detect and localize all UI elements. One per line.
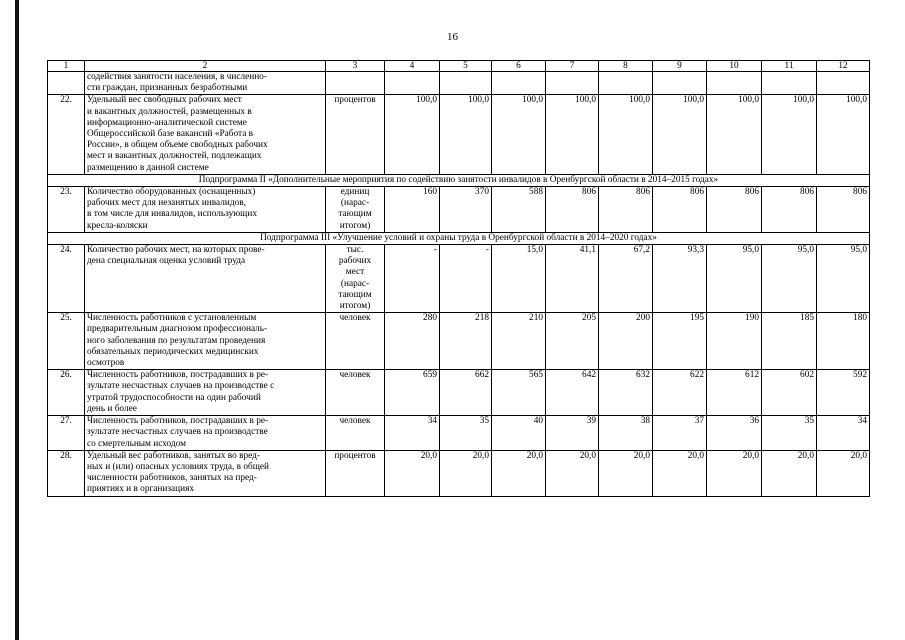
unit-cell: тыс. рабочих мест (нарас- тающим итогом) bbox=[326, 245, 385, 313]
value-cell: 20,0 bbox=[385, 450, 440, 496]
subprogram-title: Подпрограмма III «Улучшение условий и охраны труда в Оренбургской области в 2014–2020 годах» bbox=[48, 232, 870, 244]
indicator-name: Количество рабочих мест, на которых прове- дена специальная оценка условий труда bbox=[85, 245, 326, 313]
header-row bbox=[48, 61, 870, 72]
value-cell: 602 bbox=[762, 370, 817, 416]
table-row bbox=[48, 187, 870, 233]
value-cell: 210 bbox=[492, 313, 546, 370]
column-header: 5 bbox=[440, 61, 492, 72]
value-cell: 20,0 bbox=[707, 450, 762, 496]
value-cell: 370 bbox=[440, 187, 492, 233]
row-number: 22. bbox=[48, 95, 85, 174]
indicator-name: Количество оборудованных (оснащенных) рабочих мест для незанятых инвалидов, в том числе для инвалидов, использующих кресла-коляски bbox=[85, 187, 326, 233]
value-cell: 180 bbox=[817, 313, 870, 370]
table-row bbox=[48, 416, 870, 451]
unit-cell: человек bbox=[326, 313, 385, 370]
column-header: 9 bbox=[653, 61, 707, 72]
value-cell: 100,0 bbox=[707, 95, 762, 174]
subprogram-title: Подпрограмма II «Дополнительные мероприятия по содействию занятости инвалидов в Оренбургской области в 2014–2015 годах» bbox=[48, 174, 870, 186]
unit-cell: процентов bbox=[326, 95, 385, 174]
value-cell: 40 bbox=[492, 416, 546, 451]
page-number: 16 bbox=[447, 31, 458, 43]
value-cell: 190 bbox=[707, 313, 762, 370]
table-row bbox=[48, 313, 870, 370]
value-cell: 100,0 bbox=[817, 95, 870, 174]
indicator-name: Удельный вес свободных рабочих мест и вакантных должностей, размещенных в информационно-аналитической системе Общероссийской базе вакансий «Работа в России», в общем объеме свободных рабочих мест и вакантных должностей, подлежащих размещению в данной системе bbox=[85, 95, 326, 174]
row-number: 26. bbox=[48, 370, 85, 416]
continuation-row bbox=[48, 72, 870, 95]
value-cell: 662 bbox=[440, 370, 492, 416]
value-cell: 205 bbox=[546, 313, 599, 370]
value-cell: 20,0 bbox=[817, 450, 870, 496]
indicator-name: Численность работников, пострадавших в ре- зультате несчастных случаев на производстве со смертельным исходом bbox=[85, 416, 326, 451]
value-cell: 20,0 bbox=[653, 450, 707, 496]
row-number: 23. bbox=[48, 187, 85, 233]
value-cell: 280 bbox=[385, 313, 440, 370]
value-cell: 659 bbox=[385, 370, 440, 416]
value-cell: 160 bbox=[385, 187, 440, 233]
unit-cell: единиц (нарас- тающим итогом) bbox=[326, 187, 385, 233]
value-cell: 100,0 bbox=[440, 95, 492, 174]
value-cell: 185 bbox=[762, 313, 817, 370]
unit-cell: процентов bbox=[326, 450, 385, 496]
value-cell: 67,2 bbox=[599, 245, 653, 313]
page-edge-bar bbox=[15, 0, 19, 640]
row-number: 28. bbox=[48, 450, 85, 496]
value-cell: 612 bbox=[707, 370, 762, 416]
value-cell: 20,0 bbox=[546, 450, 599, 496]
value-cell: 93,3 bbox=[653, 245, 707, 313]
value-cell: 806 bbox=[653, 187, 707, 233]
column-header: 2 bbox=[85, 61, 326, 72]
indicator-name: Численность работников с установленным предварительным диагнозом профессиональ- ного заболевания по результатам проведения обязательных периодических медицинских осмотров bbox=[85, 313, 326, 370]
row-number: 24. bbox=[48, 245, 85, 313]
value-cell: 806 bbox=[546, 187, 599, 233]
value-cell: 95,0 bbox=[707, 245, 762, 313]
value-cell: 100,0 bbox=[653, 95, 707, 174]
column-header: 4 bbox=[385, 61, 440, 72]
value-cell: 588 bbox=[492, 187, 546, 233]
column-header: 11 bbox=[762, 61, 817, 72]
value-cell: 39 bbox=[546, 416, 599, 451]
value-cell: 632 bbox=[599, 370, 653, 416]
column-header: 8 bbox=[599, 61, 653, 72]
column-header: 12 bbox=[817, 61, 870, 72]
value-cell: 565 bbox=[492, 370, 546, 416]
value-cell: 34 bbox=[385, 416, 440, 451]
row-number: 25. bbox=[48, 313, 85, 370]
value-cell: 218 bbox=[440, 313, 492, 370]
value-cell: 20,0 bbox=[440, 450, 492, 496]
table-row bbox=[48, 245, 870, 313]
value-cell: - bbox=[440, 245, 492, 313]
value-cell: 38 bbox=[599, 416, 653, 451]
value-cell: 95,0 bbox=[817, 245, 870, 313]
column-header: 6 bbox=[492, 61, 546, 72]
value-cell: 806 bbox=[707, 187, 762, 233]
table-row bbox=[48, 95, 870, 174]
table-row bbox=[48, 450, 870, 496]
unit-cell: человек bbox=[326, 370, 385, 416]
value-cell: 806 bbox=[762, 187, 817, 233]
indicators-table bbox=[47, 60, 870, 497]
indicator-name: Численность работников, пострадавших в ре- зультате несчастных случаев на производстве с утратой трудоспособности на один рабочий день и более bbox=[85, 370, 326, 416]
value-cell: 36 bbox=[707, 416, 762, 451]
value-cell: 100,0 bbox=[762, 95, 817, 174]
column-header: 10 bbox=[707, 61, 762, 72]
value-cell: 95,0 bbox=[762, 245, 817, 313]
value-cell: 592 bbox=[817, 370, 870, 416]
value-cell: 20,0 bbox=[762, 450, 817, 496]
value-cell: 35 bbox=[762, 416, 817, 451]
value-cell: 37 bbox=[653, 416, 707, 451]
value-cell: 34 bbox=[817, 416, 870, 451]
row-number: 27. bbox=[48, 416, 85, 451]
continuation-text: содействия занятости населения, в численно- сти граждан, признанных безработными bbox=[85, 72, 326, 95]
value-cell: 100,0 bbox=[492, 95, 546, 174]
column-header: 3 bbox=[326, 61, 385, 72]
value-cell: 622 bbox=[653, 370, 707, 416]
unit-cell: человек bbox=[326, 416, 385, 451]
value-cell: - bbox=[385, 245, 440, 313]
value-cell: 41,1 bbox=[546, 245, 599, 313]
value-cell: 642 bbox=[546, 370, 599, 416]
value-cell: 195 bbox=[653, 313, 707, 370]
value-cell: 806 bbox=[599, 187, 653, 233]
subprogram-row bbox=[48, 232, 870, 244]
value-cell: 200 bbox=[599, 313, 653, 370]
value-cell: 100,0 bbox=[546, 95, 599, 174]
value-cell: 806 bbox=[817, 187, 870, 233]
column-header: 1 bbox=[48, 61, 85, 72]
indicator-name: Удельный вес работников, занятых во вред- ных и (или) опасных условиях труда, в общей численности работников, занятых на пред- приятиях и в организациях bbox=[85, 450, 326, 496]
value-cell: 15,0 bbox=[492, 245, 546, 313]
value-cell: 35 bbox=[440, 416, 492, 451]
table-row bbox=[48, 370, 870, 416]
value-cell: 20,0 bbox=[492, 450, 546, 496]
value-cell: 100,0 bbox=[385, 95, 440, 174]
value-cell: 20,0 bbox=[599, 450, 653, 496]
value-cell: 100,0 bbox=[599, 95, 653, 174]
column-header: 7 bbox=[546, 61, 599, 72]
subprogram-row bbox=[48, 174, 870, 186]
